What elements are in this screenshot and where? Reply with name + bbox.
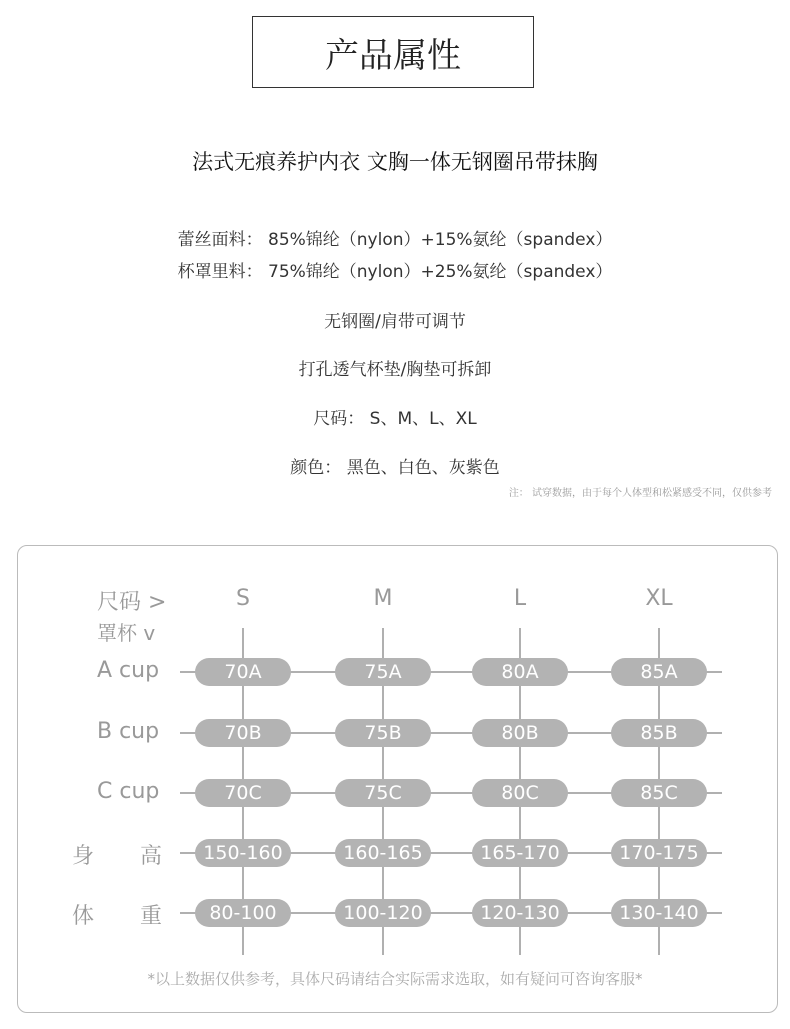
spec-sizes: 尺码： S、M、L、XL — [313, 409, 477, 429]
size-cell: 70A — [195, 658, 291, 686]
row-label-a: 体 — [72, 904, 95, 929]
row-label: C cup — [97, 779, 160, 804]
size-cell: 165-170 — [472, 839, 568, 867]
size-cell: 150-160 — [195, 839, 291, 867]
spec-pad: 打孔透气杯垫/胸垫可拆卸 — [298, 360, 492, 380]
corner-size-label: 尺码 > — [97, 590, 167, 615]
page-title: 产品属性 — [252, 16, 534, 88]
size-header: L — [513, 586, 527, 611]
fit-note: 注： 试穿数据，由于每个人体型和松紧感受不同，仅供参考 — [508, 488, 772, 499]
row-label-a: 身 — [72, 844, 95, 869]
size-header: XL — [645, 586, 673, 611]
spec-wire: 无钢圈/肩带可调节 — [324, 312, 466, 332]
size-cell: 100-120 — [335, 899, 431, 927]
size-cell: 85A — [611, 658, 707, 686]
row-label-b: 重 — [140, 904, 163, 929]
size-cell: 75A — [335, 658, 431, 686]
footer-note: *以上数据仅供参考，具体尺码请结合实际需求选取，如有疑问可咨询客服* — [147, 970, 643, 988]
product-name: 法式无痕养护内衣 文胸一体无钢圈吊带抹胸 — [192, 150, 598, 174]
size-cell: 70C — [195, 779, 291, 807]
row-label: A cup — [97, 658, 160, 683]
size-cell: 160-165 — [335, 839, 431, 867]
row-label-b: 高 — [140, 844, 163, 869]
spec-lining: 杯罩里料： 75%锦纶（nylon）+25%氨纶（spandex） — [177, 262, 613, 282]
row-label: B cup — [97, 719, 160, 744]
size-cell: 85B — [611, 719, 707, 747]
size-header: S — [236, 586, 250, 611]
size-cell: 170-175 — [611, 839, 707, 867]
size-cell: 120-130 — [472, 899, 568, 927]
corner-cup-label: 罩杯 v — [97, 621, 156, 645]
size-cell: 80A — [472, 658, 568, 686]
size-cell: 85C — [611, 779, 707, 807]
size-cell: 80C — [472, 779, 568, 807]
size-cell: 75B — [335, 719, 431, 747]
spec-colors: 颜色： 黑色、白色、灰紫色 — [290, 458, 500, 478]
size-cell: 130-140 — [611, 899, 707, 927]
size-cell: 70B — [195, 719, 291, 747]
spec-lace: 蕾丝面料： 85%锦纶（nylon）+15%氨纶（spandex） — [177, 230, 613, 250]
size-cell: 75C — [335, 779, 431, 807]
size-cell: 80B — [472, 719, 568, 747]
size-cell: 80-100 — [195, 899, 291, 927]
size-header: M — [373, 586, 393, 611]
